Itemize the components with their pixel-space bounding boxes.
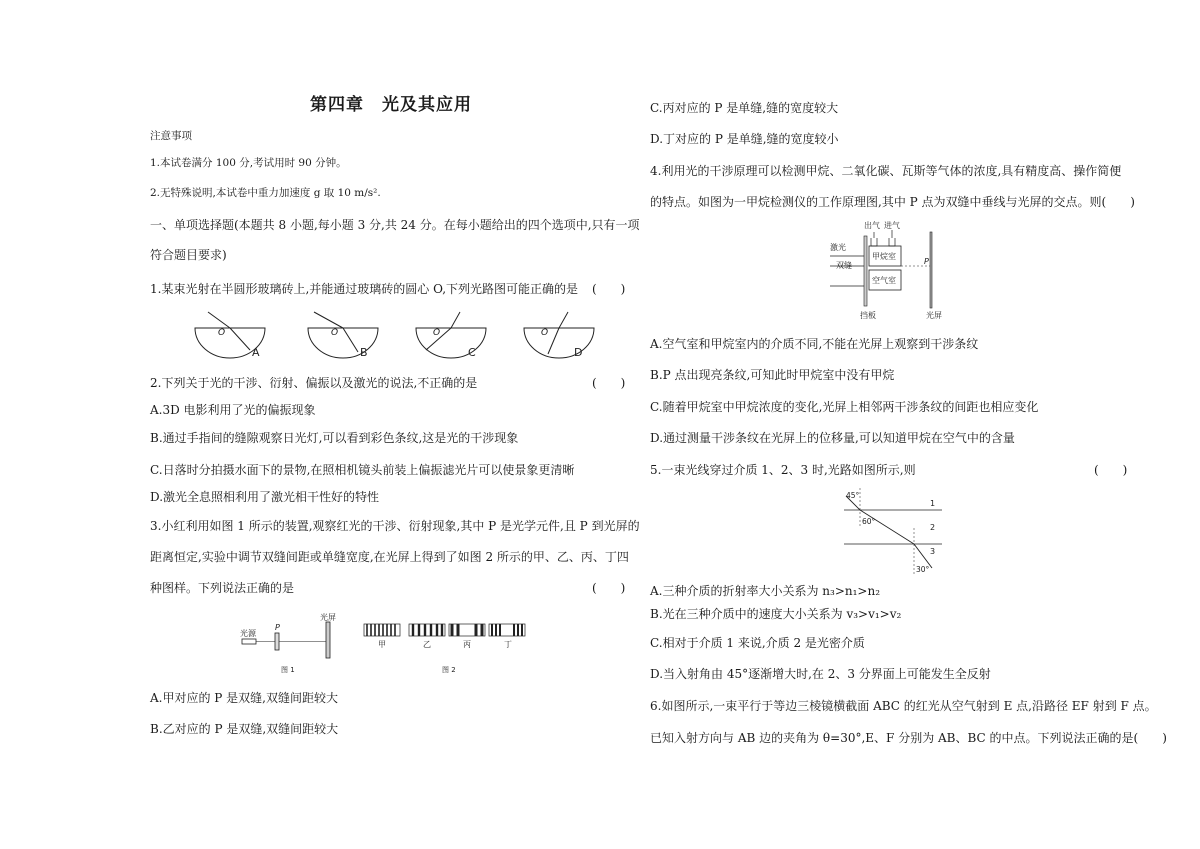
inlet-label: 进气 xyxy=(884,221,900,230)
question-2-option-b: B.通过手指间的缝隙观察日光灯,可以看到彩色条纹,这是光的干涉现象 xyxy=(150,431,519,445)
optical-element-p xyxy=(275,633,279,650)
pattern-ding xyxy=(489,624,525,649)
point-p-label: P xyxy=(924,257,929,266)
refraction-diagram xyxy=(842,488,948,576)
figure-option-c xyxy=(416,312,486,359)
question-4-option-d: D.通过测量干涉条纹在光屏上的位移量,可以知道甲烷在空气中的含量 xyxy=(650,431,1015,445)
question-2-option-c: C.日落时分拍摄水面下的景物,在照相机镜头前装上偏振滤光片可以使景象更清晰 xyxy=(150,463,575,477)
figure-option-b xyxy=(308,312,378,359)
question-3-option-d: D.丁对应的 P 是单缝,缝的宽度较小 xyxy=(650,132,839,146)
notice-item-2: 2.无特殊说明,本试卷中重力加速度 g 取 10 m/s². xyxy=(150,187,381,199)
question-1-figures xyxy=(190,308,610,360)
question-3-option-a: A.甲对应的 P 是双缝,双缝间距较大 xyxy=(150,691,338,705)
question-3-option-c: C.丙对应的 P 是单缝,缝的宽度较大 xyxy=(650,101,839,115)
figure-d-label: D xyxy=(574,346,583,359)
question-1-answer-paren: ( ) xyxy=(592,282,626,296)
baffle-label: 挡板 xyxy=(860,311,876,320)
question-2-answer-paren: ( ) xyxy=(592,376,626,390)
medium-1-label: 1 xyxy=(930,499,936,508)
notice-heading: 注意事项 xyxy=(150,130,192,142)
question-5-answer-paren: ( ) xyxy=(1094,463,1128,477)
question-2-option-a: A.3D 电影利用了光的偏振现象 xyxy=(150,403,316,417)
notice-item-1: 1.本试卷满分 100 分,考试用时 90 分钟。 xyxy=(150,157,347,169)
figure-option-a xyxy=(195,312,265,359)
question-6-line-2: 已知入射方向与 AB 边的夹角为 θ=30°,E、F 分别为 AB、BC 的中点。下列说法正确的是( ) xyxy=(650,731,1167,745)
question-3-figures xyxy=(238,612,538,677)
question-3-option-b: B.乙对应的 P 是双缝,双缝间距较大 xyxy=(150,722,339,736)
incident-angle-label: 45° xyxy=(846,491,860,500)
figure-option-d xyxy=(524,312,594,359)
section-heading-line-2: 符合题目要求) xyxy=(150,248,227,262)
question-6-line-1: 6.如图所示,一束平行于等边三棱镜横截面 ABC 的红光从空气射到 E 点,沿路径 EF 射到 F 点。 xyxy=(650,699,1157,713)
figure-a-label: A xyxy=(252,346,260,359)
light-source xyxy=(242,639,256,644)
figure-c-center-label: O xyxy=(433,328,441,338)
screen xyxy=(930,232,932,308)
refraction-angle-60-label: 60° xyxy=(862,517,876,526)
figure-a-center-label: O xyxy=(218,328,226,338)
methane-room-label: 甲烷室 xyxy=(872,252,896,261)
question-5-option-c: C.相对于介质 1 来说,介质 2 是光密介质 xyxy=(650,636,865,650)
question-5-option-a: A.三种介质的折射率大小关系为 n₃>n₁>n₂ xyxy=(650,584,881,598)
pattern-bing-label: 丙 xyxy=(463,640,471,649)
screen xyxy=(326,622,330,658)
pattern-jia xyxy=(364,624,400,649)
air-room-label: 空气室 xyxy=(872,276,896,285)
question-2-text: 2.下列关于光的干涉、衍射、偏振以及激光的说法,不正确的是 xyxy=(150,376,478,390)
baffle xyxy=(864,236,867,306)
figure-d-center-label: O xyxy=(541,328,549,338)
figure-b-center-label: O xyxy=(331,328,339,338)
question-4-line-2: 的特点。如图为一甲烷检测仪的工作原理图,其中 P 点为双缝中垂线与光屏的交点。则( ) xyxy=(650,195,1135,209)
page-title: 第四章 光及其应用 xyxy=(310,95,472,115)
double-slit-label: 双缝 xyxy=(836,261,852,270)
laser-label: 激光 xyxy=(830,243,846,252)
outlet-label: 出气 xyxy=(864,221,880,230)
question-5-text: 5.一束光线穿过介质 1、2、3 时,光路如图所示,则 xyxy=(650,463,916,477)
question-3-line-2: 距离恒定,实验中调节双缝间距或单缝宽度,在光屏上得到了如图 2 所示的甲、乙、丙、丁四 xyxy=(150,550,629,564)
pattern-bing xyxy=(449,624,485,649)
medium-3-label: 3 xyxy=(930,547,936,556)
figure-2-caption: 图 2 xyxy=(442,666,456,674)
pattern-yi xyxy=(409,624,445,649)
light-source-label: 光源 xyxy=(240,629,256,638)
question-4-option-a: A.空气室和甲烷室内的介质不同,不能在光屏上观察到干涉条纹 xyxy=(650,337,979,351)
question-1-text: 1.某束光射在半圆形玻璃砖上,并能通过玻璃砖的圆心 O,下列光路图可能正确的是 xyxy=(150,282,579,296)
optical-element-p-label: P xyxy=(275,623,280,632)
screen-label: 光屏 xyxy=(926,311,942,320)
methane-detector-diagram xyxy=(828,218,948,320)
medium-2-label: 2 xyxy=(930,523,936,532)
section-heading-line-1: 一、单项选择题(本题共 8 小题,每小题 3 分,共 24 分。在每小题给出的四个选项中,只有一项 xyxy=(150,218,640,232)
figure-1-caption: 图 1 xyxy=(281,666,295,674)
question-5-option-b: B.光在三种介质中的速度大小关系为 v₃>v₁>v₂ xyxy=(650,607,902,621)
pattern-jia-label: 甲 xyxy=(378,640,386,649)
question-5-option-d: D.当入射角由 45°逐渐增大时,在 2、3 分界面上可能发生全反射 xyxy=(650,667,991,681)
question-4-option-b: B.P 点出现亮条纹,可知此时甲烷室中没有甲烷 xyxy=(650,368,895,382)
question-3-line-1: 3.小红利用如图 1 所示的装置,观察红光的干涉、衍射现象,其中 P 是光学元件,且 P 到光屏的 xyxy=(150,519,640,533)
question-3-answer-paren: ( ) xyxy=(592,581,626,595)
figure-c-label: C xyxy=(468,346,476,359)
pattern-ding-label: 丁 xyxy=(504,640,512,649)
refraction-angle-30-label: 30° xyxy=(916,565,930,574)
question-3-line-3: 种图样。下列说法正确的是 xyxy=(150,581,295,595)
question-2-option-d: D.激光全息照相利用了激光相干性好的特性 xyxy=(150,490,380,504)
pattern-yi-label: 乙 xyxy=(423,640,431,649)
screen-label: 光屏 xyxy=(320,613,336,622)
question-4-line-1: 4.利用光的干涉原理可以检测甲烷、二氧化碳、瓦斯等气体的浓度,具有精度高、操作简便 xyxy=(650,164,1122,178)
question-4-option-c: C.随着甲烷室中甲烷浓度的变化,光屏上相邻两干涉条纹的间距也相应变化 xyxy=(650,400,1039,414)
figure-b-label: B xyxy=(360,346,368,359)
